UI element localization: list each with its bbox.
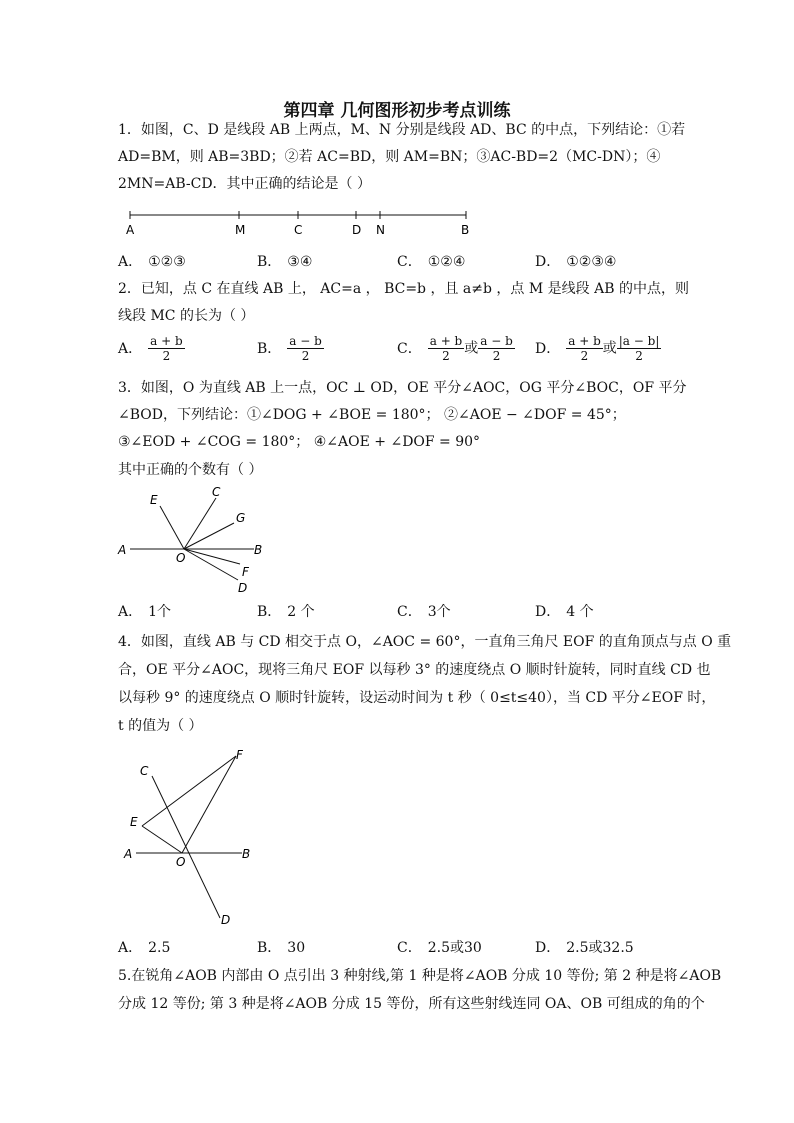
point-label-c: C	[294, 223, 303, 237]
point-label-m: M	[235, 223, 246, 237]
point-label-b: B	[461, 223, 470, 237]
q3-line-2: ∠BOD，下列结论：①∠DOG + ∠BOE = 180°； ②∠AOE − ∠DOF = 45°；	[118, 407, 626, 423]
label-b: B	[254, 543, 263, 557]
q2-option-d[interactable]: D． $\frac{a + b}{2}$ 或 $\frac{|a - b|}{2}$	[535, 334, 660, 363]
q4-rotation-figure	[118, 742, 268, 932]
q4-option-a[interactable]: A． 2.5	[118, 940, 171, 956]
q4-option-c[interactable]: C． 2.5或30	[397, 940, 482, 956]
q1-option-c[interactable]: C． ①②④	[397, 254, 466, 270]
page-title: 第四章 几何图形初步考点训练	[283, 101, 511, 121]
q1-line-1: 1．如图，C、D 是线段 AB 上两点，M、N 分别是线段 AD、BC 的中点，下列结论：①若	[118, 122, 686, 138]
label-f: F	[236, 748, 243, 762]
point-label-n: N	[376, 223, 385, 237]
label-a: A	[118, 543, 127, 557]
label-g: G	[236, 511, 246, 525]
q1-line-2: AD=BM，则 AB=3BD；②若 AC=BD，则 AM=BN；③AC-BD=2（MC-DN）；④	[118, 149, 661, 165]
point-label-d: D	[352, 223, 362, 237]
label-d: D	[238, 581, 248, 595]
label-e: E	[150, 493, 158, 507]
q5-line-2: 分成 12 等份; 第 3 种是将∠AOB 分成 15 等份，所有这些射线连同 OA、OB 可组成的角的个	[118, 996, 705, 1012]
label-c: C	[212, 485, 221, 499]
label-o: O	[176, 551, 186, 565]
point-label-a: A	[126, 223, 135, 237]
q4-option-b[interactable]: B． 30	[257, 940, 306, 956]
q3-line-3: ③∠EOD + ∠COG = 180°； ④∠AOE + ∠DOF = 90°	[118, 434, 481, 450]
q1-segment-figure	[118, 205, 478, 241]
q3-angle-figure	[114, 484, 274, 600]
q3-line-1: 3．如图，O 为直线 AB 上一点，OC ⊥ OD，OE 平分∠AOC，OG 平分∠BOC，OF 平分	[118, 380, 687, 396]
label-f: F	[242, 565, 249, 579]
q3-option-d[interactable]: D． 4 个	[535, 604, 594, 620]
label-c: C	[140, 764, 149, 778]
q2-line-2: 线段 MC 的长为（ ）	[118, 308, 255, 324]
q2-option-a[interactable]: A． $\frac{a + b}{2}$	[118, 334, 183, 363]
q2-line-1: 2．已知，点 C 在直线 AB 上， AC=a ， BC=b ，且 a≠b ，点 M 是线段 AB 的中点，则	[118, 281, 689, 297]
q5-line-1: 5.在锐角∠AOB 内部由 O 点引出 3 种射线,第 1 种是将∠AOB 分成 10 等份; 第 2 种是将∠AOB	[118, 968, 722, 984]
label-a: A	[124, 847, 133, 861]
q1-option-d[interactable]: D． ①②③④	[535, 254, 617, 270]
q1-option-b[interactable]: B． ③④	[257, 254, 313, 270]
label-d: D	[221, 913, 231, 927]
q3-line-4: 其中正确的个数有（ ）	[118, 462, 263, 478]
q3-option-c[interactable]: C． 3个	[397, 604, 451, 620]
q3-option-a[interactable]: A． 1个	[118, 604, 172, 620]
q1-option-a[interactable]: A． ①②③	[118, 254, 186, 270]
q4-line-2: 合，OE 平分∠AOC，现将三角尺 EOF 以每秒 3° 的速度绕点 O 顺时针旋转，同时直线 CD 也	[118, 662, 711, 678]
label-e: E	[130, 815, 138, 829]
label-o: O	[176, 855, 186, 869]
label-b: B	[242, 847, 251, 861]
q4-line-4: t 的值为（ ）	[118, 718, 203, 734]
q4-line-1: 4．如图，直线 AB 与 CD 相交于点 O，∠AOC = 60°，一直角三角尺 EOF 的直角顶点与点 O 重	[118, 634, 732, 650]
q1-line-3: 2MN=AB-CD．其中正确的结论是（ ）	[118, 176, 371, 192]
q2-option-c[interactable]: C． $\frac{a + b}{2}$ 或 $\frac{a - b}{2}$	[397, 334, 513, 363]
q2-option-b[interactable]: B． $\frac{a - b}{2}$	[257, 334, 322, 363]
q4-line-3: 以每秒 9° 的速度绕点 O 顺时针旋转，设运动时间为 t 秒（ 0≤t≤40），当 CD 平分∠EOF 时，	[118, 690, 716, 706]
q4-option-d[interactable]: D． 2.5或32.5	[535, 940, 634, 956]
q3-option-b[interactable]: B． 2 个	[257, 604, 315, 620]
